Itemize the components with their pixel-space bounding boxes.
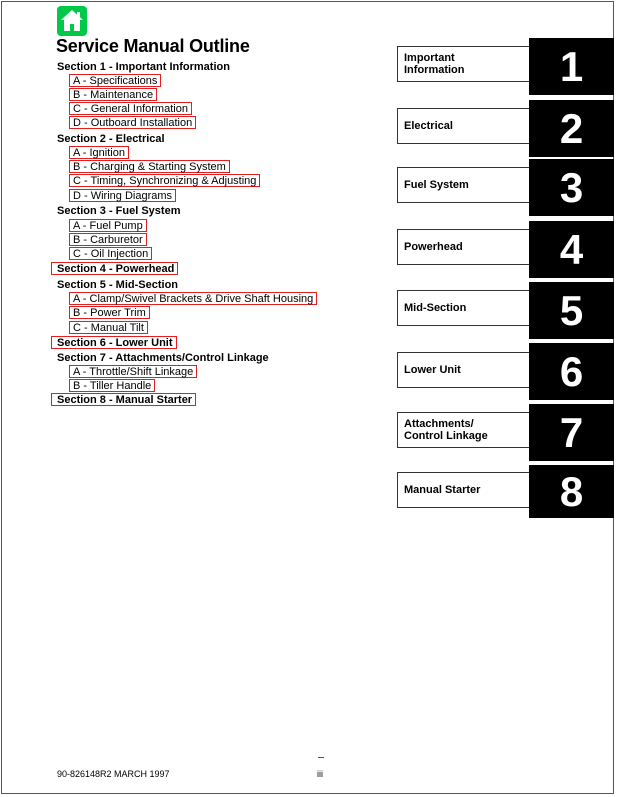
tab-label-electrical[interactable]: Electrical bbox=[397, 108, 529, 144]
tab-number-3[interactable]: 3 bbox=[529, 159, 614, 216]
link-1d-outboard-installation[interactable]: D - Outboard Installation bbox=[69, 116, 196, 129]
section-7-heading: Section 7 - Attachments/Control Linkage bbox=[57, 352, 269, 364]
link-7b-tiller-handle[interactable]: B - Tiller Handle bbox=[69, 379, 155, 392]
tab-label-attachments-control-linkage[interactable]: Attachments/ Control Linkage bbox=[397, 412, 529, 448]
link-7a-throttle-shift[interactable]: A - Throttle/Shift Linkage bbox=[69, 365, 197, 378]
link-2d-wiring-diagrams[interactable]: D - Wiring Diagrams bbox=[69, 189, 176, 202]
table-of-contents bbox=[0, 0, 380, 420]
tab-number-4[interactable]: 4 bbox=[529, 221, 614, 278]
section-2-heading: Section 2 - Electrical bbox=[57, 133, 165, 145]
section-1-heading: Section 1 - Important Information bbox=[57, 61, 230, 73]
link-2b-charging-starting[interactable]: B - Charging & Starting System bbox=[69, 160, 230, 173]
tab-label-important-information[interactable]: Important Information bbox=[397, 46, 529, 82]
tab-number-1[interactable]: 1 bbox=[529, 38, 614, 95]
link-5c-manual-tilt[interactable]: C - Manual Tilt bbox=[69, 321, 148, 334]
section-5-heading: Section 5 - Mid-Section bbox=[57, 279, 179, 291]
page-title: Service Manual Outline bbox=[56, 36, 250, 56]
tab-label-powerhead[interactable]: Powerhead bbox=[397, 229, 529, 265]
link-1b-maintenance[interactable]: B - Maintenance bbox=[69, 88, 157, 101]
section-3-heading: Section 3 - Fuel System bbox=[57, 205, 181, 217]
tab-number-5[interactable]: 5 bbox=[529, 282, 614, 339]
tab-label-fuel-system[interactable]: Fuel System bbox=[397, 167, 529, 203]
footer-part-number: 90-826148R2 MARCH 1997 bbox=[57, 769, 170, 779]
tab-number-7[interactable]: 7 bbox=[529, 404, 614, 461]
tab-label-manual-starter[interactable]: Manual Starter bbox=[397, 472, 529, 508]
link-3c-oil-injection[interactable]: C - Oil Injection bbox=[69, 247, 152, 260]
link-1c-general-information[interactable]: C - General Information bbox=[69, 102, 192, 115]
link-section-6-lower-unit[interactable]: Section 6 - Lower Unit bbox=[51, 336, 177, 349]
link-1a-specifications[interactable]: A - Specifications bbox=[69, 74, 161, 87]
tab-label-mid-section[interactable]: Mid-Section bbox=[397, 290, 529, 326]
tab-number-6[interactable]: 6 bbox=[529, 343, 614, 400]
link-section-8-manual-starter[interactable]: Section 8 - Manual Starter bbox=[51, 393, 196, 406]
link-2a-ignition[interactable]: A - Ignition bbox=[69, 146, 129, 159]
link-5b-power-trim[interactable]: B - Power Trim bbox=[69, 306, 150, 319]
link-5a-clamp-swivel[interactable]: A - Clamp/Swivel Brackets & Drive Shaft Housing bbox=[69, 292, 317, 305]
link-3a-fuel-pump[interactable]: A - Fuel Pump bbox=[69, 219, 147, 232]
link-2c-timing[interactable]: C - Timing, Synchronizing & Adjusting bbox=[69, 174, 260, 187]
link-section-4-powerhead[interactable]: Section 4 - Powerhead bbox=[51, 262, 178, 275]
link-3b-carburetor[interactable]: B - Carburetor bbox=[69, 233, 147, 246]
tab-number-8[interactable]: 8 bbox=[529, 465, 614, 518]
footer-dash bbox=[318, 757, 324, 758]
footer-page-number: iii bbox=[317, 769, 323, 779]
tab-label-lower-unit[interactable]: Lower Unit bbox=[397, 352, 529, 388]
tab-number-2[interactable]: 2 bbox=[529, 100, 614, 157]
